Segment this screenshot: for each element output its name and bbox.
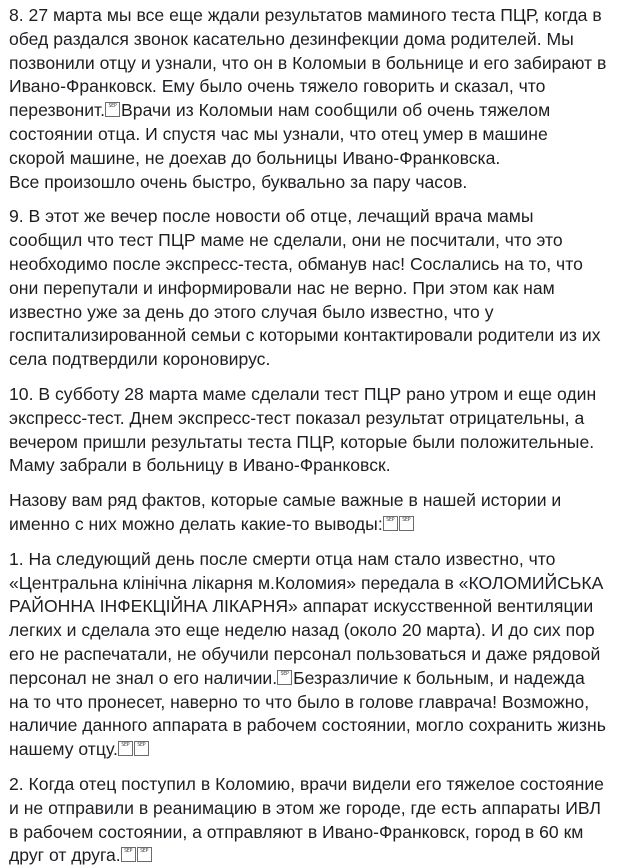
text-line [9, 301, 609, 325]
text-line [9, 667, 609, 691]
text-line [9, 619, 609, 643]
line-text: перезвонит. [9, 100, 106, 121]
text-line [9, 513, 609, 537]
text-line [9, 454, 609, 478]
line-text: вечером пришли результаты теста ПЦР, которые были положительные. [9, 431, 595, 452]
line-text: на то что пронесет, наверно то что было в голове главрача! Возможно, [9, 691, 590, 712]
text-line [9, 738, 609, 762]
separator-glyph-icon: SEP [277, 670, 292, 685]
text-line [9, 253, 609, 277]
text-line [9, 407, 609, 431]
line-text: экспресс-тест. Днем экспресс-тест показал результат отрицательны, а [9, 407, 585, 428]
line-text: наличие данного аппарата в рабочем состоянии, могло сохранить жизнь [9, 715, 606, 736]
line-text-continued: Врачи из Коломыи нам сообщили об очень тяжелом [121, 100, 551, 121]
line-text: «Центральна клінічна лікарня м.Коломия» передала в «КОЛОМИЙСЬКА [9, 572, 604, 593]
line-text: 10. В субботу 28 марта маме сделали тест ПЦР рано утром и еще один [9, 383, 597, 404]
text-line [9, 773, 609, 797]
line-text: скорой машине, не доехав до больницы Ивано-Франковска. [9, 147, 501, 168]
line-text: позвонили отцу и узнали, что он в Коломыи в больнице и его забирают в [9, 52, 607, 73]
separator-glyph-icon: SEP [399, 516, 414, 531]
line-text: обед раздался звонок касательно дезинфекции дома родителей. Мы [9, 28, 574, 49]
line-text: РАЙОННА ІНФЕКЦІЙНА ЛІКАРНЯ» аппарат искусственной вентиляции [9, 596, 594, 617]
post-paragraph [9, 548, 609, 762]
line-text: именно с них можно делать какие-то выводы: [9, 513, 383, 534]
text-line [9, 75, 609, 99]
text-line [9, 348, 609, 372]
line-text: 8. 27 марта мы все еще ждали результатов маминого теста ПЦР, когда в [9, 5, 602, 25]
line-text: друг от друга. [9, 845, 121, 866]
text-line [9, 548, 609, 572]
line-text: 9. В этот же вечер после новости об отце, лечащий врача мамы [9, 206, 534, 227]
post-paragraph [9, 4, 609, 194]
text-line [9, 205, 609, 229]
text-line [9, 691, 609, 715]
text-line [9, 844, 609, 868]
line-text: и не отправили в реанимацию в этом же городе, где есть аппараты ИВЛ [9, 797, 601, 818]
line-text: персонал не знал о его наличии. [9, 667, 278, 688]
line-text: состоянии отца. И спустя час мы узнали, что отец умер в машине [9, 123, 548, 144]
text-line [9, 123, 609, 147]
text-line [9, 572, 609, 596]
text-line [9, 821, 609, 845]
text-line [9, 489, 609, 513]
separator-glyph-icon: SEP [137, 847, 152, 862]
post-paragraph [9, 383, 609, 478]
text-line [9, 643, 609, 667]
text-line [9, 431, 609, 455]
line-text: госпитализированной семьи с которыми контактировали родители из их [9, 325, 601, 346]
line-text: Назову вам ряд фактов, которые самые важные в нашей истории и [9, 490, 562, 511]
line-text: Маму забрали в больницу в Ивано-Франковск. [9, 455, 391, 476]
text-line [9, 595, 609, 619]
separator-glyph-icon: SEP [383, 516, 398, 531]
text-line [9, 147, 609, 171]
separator-glyph-icon: SEP [134, 741, 149, 756]
post-paragraph [9, 489, 609, 537]
line-text: необходимо после экспресс-теста, обманув нас! Сослались на то, что [9, 253, 583, 274]
line-text-continued: Безразличие к больным, и надежда [293, 667, 585, 688]
line-text: сообщил что тест ПЦР маме не сделали, они не посчитали, что это [9, 230, 563, 251]
text-line [9, 797, 609, 821]
line-text: в рабочем состоянии, а отправляют в Ивано-Франковск, город в 60 км [9, 821, 584, 842]
post-paragraph [9, 773, 609, 868]
text-line [9, 714, 609, 738]
text-line [9, 383, 609, 407]
text-line [9, 277, 609, 301]
separator-glyph-icon: SEP [105, 102, 120, 117]
line-text: они перепутали и информировали нас не верно. При этом как нам [9, 277, 555, 298]
line-text: известно уже за день до этого случая было известно, что у [9, 301, 494, 322]
line-text: села подтвердили короновирус. [9, 349, 271, 370]
text-line [9, 229, 609, 253]
text-line [9, 4, 609, 28]
line-text: нашему отцу. [9, 739, 118, 760]
line-text: 1. На следующий день после смерти отца нам стало известно, что [9, 548, 556, 569]
text-line [9, 52, 609, 76]
separator-glyph-icon: SEP [118, 741, 133, 756]
separator-glyph-icon: SEP [121, 847, 136, 862]
text-line [9, 171, 609, 195]
line-text: Все произошло очень быстро, буквально за пару часов. [9, 171, 468, 192]
text-line [9, 324, 609, 348]
line-text: Ивано-Франковск. Ему было очень тяжело говорить и сказал, что [9, 76, 546, 97]
line-text: легких и сделала это еще неделю назад (около 20 марта). И до сих пор [9, 620, 595, 641]
text-line [9, 99, 609, 123]
line-text: 2. Когда отец поступил в Коломию, врачи видели его тяжелое состояние [9, 773, 604, 794]
text-line [9, 28, 609, 52]
line-text: его не распечатали, не обучили персонал пользоваться и даже рядовой [9, 643, 601, 664]
post-paragraph [9, 205, 609, 372]
